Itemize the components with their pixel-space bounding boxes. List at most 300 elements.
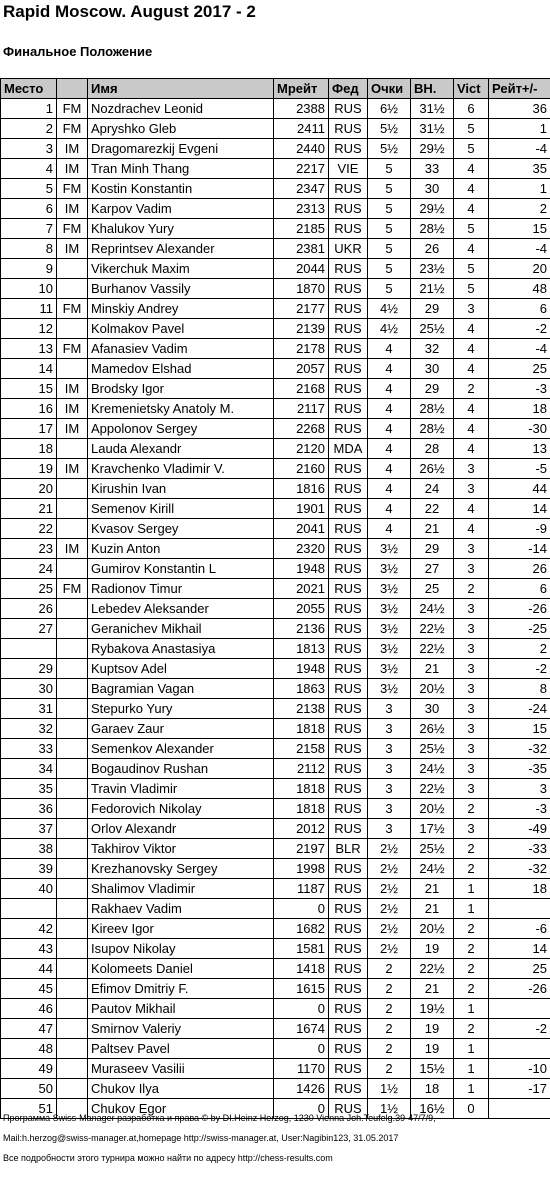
cell-name: Appolonov Sergey xyxy=(88,419,274,439)
cell-place: 35 xyxy=(1,779,57,799)
cell-name: Efimov Dmitriy F. xyxy=(88,979,274,999)
cell-federation: RUS xyxy=(329,1039,368,1059)
cell-name: Kolmakov Pavel xyxy=(88,319,274,339)
cell-place: 9 xyxy=(1,259,57,279)
cell-buchholz: 20½ xyxy=(411,919,454,939)
cell-victories: 3 xyxy=(454,639,489,659)
table-row[interactable] xyxy=(1,999,550,1019)
cell-federation: RUS xyxy=(329,639,368,659)
table-row[interactable] xyxy=(1,659,550,679)
cell-buchholz: 28 xyxy=(411,439,454,459)
cell-title: FM xyxy=(57,219,88,239)
cell-federation: RUS xyxy=(329,379,368,399)
col-header-federation[interactable]: Фед xyxy=(329,79,368,99)
cell-rating: 1615 xyxy=(274,979,329,999)
cell-points: 4 xyxy=(368,459,411,479)
cell-place: 37 xyxy=(1,819,57,839)
cell-place: 1 xyxy=(1,99,57,119)
table-row[interactable] xyxy=(1,279,550,299)
cell-federation: RUS xyxy=(329,279,368,299)
cell-rating-change: 2 xyxy=(489,639,550,659)
cell-title: FM xyxy=(57,179,88,199)
cell-federation: RUS xyxy=(329,619,368,639)
table-row[interactable] xyxy=(1,419,550,439)
cell-rating-change: -6 xyxy=(489,919,550,939)
table-header-row xyxy=(1,79,550,99)
cell-victories: 5 xyxy=(454,219,489,239)
table-row[interactable] xyxy=(1,379,550,399)
cell-name: Brodsky Igor xyxy=(88,379,274,399)
cell-title: IM xyxy=(57,159,88,179)
cell-name: Rybakova Anastasiya xyxy=(88,639,274,659)
table-row[interactable] xyxy=(1,519,550,539)
cell-title xyxy=(57,1039,88,1059)
cell-victories: 0 xyxy=(454,1099,489,1119)
table-row[interactable] xyxy=(1,779,550,799)
cell-rating-change: 8 xyxy=(489,679,550,699)
cell-victories: 3 xyxy=(454,559,489,579)
cell-buchholz: 26½ xyxy=(411,719,454,739)
cell-rating-change: 6 xyxy=(489,299,550,319)
cell-rating-change xyxy=(489,1099,550,1119)
cell-name: Kravchenko Vladimir V. xyxy=(88,459,274,479)
cell-rating: 2320 xyxy=(274,539,329,559)
cell-federation: MDA xyxy=(329,439,368,459)
cell-place: 22 xyxy=(1,519,57,539)
cell-title xyxy=(57,859,88,879)
cell-name: Khalukov Yury xyxy=(88,219,274,239)
cell-rating-change: -35 xyxy=(489,759,550,779)
table-row[interactable] xyxy=(1,799,550,819)
cell-title xyxy=(57,839,88,859)
cell-rating: 1581 xyxy=(274,939,329,959)
cell-rating: 1948 xyxy=(274,559,329,579)
table-row[interactable] xyxy=(1,739,550,759)
cell-victories: 4 xyxy=(454,419,489,439)
cell-title xyxy=(57,799,88,819)
cell-victories: 4 xyxy=(454,399,489,419)
table-row[interactable] xyxy=(1,119,550,139)
cell-victories: 4 xyxy=(454,199,489,219)
cell-rating: 2120 xyxy=(274,439,329,459)
col-header-rating-change[interactable]: Рейт+/- xyxy=(489,79,550,99)
table-row[interactable] xyxy=(1,359,550,379)
cell-place: 43 xyxy=(1,939,57,959)
table-row[interactable] xyxy=(1,819,550,839)
cell-rating-change: 18 xyxy=(489,399,550,419)
cell-place: 7 xyxy=(1,219,57,239)
cell-victories: 3 xyxy=(454,619,489,639)
table-row[interactable] xyxy=(1,459,550,479)
cell-rating-change: 14 xyxy=(489,939,550,959)
cell-name: Garaev Zaur xyxy=(88,719,274,739)
cell-victories: 2 xyxy=(454,979,489,999)
cell-name: Gumirov Konstantin L xyxy=(88,559,274,579)
cell-place: 13 xyxy=(1,339,57,359)
cell-buchholz: 25½ xyxy=(411,319,454,339)
cell-name: Apryshko Gleb xyxy=(88,119,274,139)
cell-federation: RUS xyxy=(329,659,368,679)
cell-title xyxy=(57,819,88,839)
cell-federation: RUS xyxy=(329,919,368,939)
col-header-rating[interactable]: Мрейт xyxy=(274,79,329,99)
cell-federation: RUS xyxy=(329,99,368,119)
cell-place: 20 xyxy=(1,479,57,499)
cell-victories: 4 xyxy=(454,519,489,539)
cell-victories: 3 xyxy=(454,659,489,679)
cell-federation: RUS xyxy=(329,759,368,779)
cell-title xyxy=(57,719,88,739)
cell-rating-change: -30 xyxy=(489,419,550,439)
cell-federation: RUS xyxy=(329,1019,368,1039)
cell-rating: 2117 xyxy=(274,399,329,419)
cell-points: 5 xyxy=(368,259,411,279)
cell-place: 19 xyxy=(1,459,57,479)
cell-points: 5 xyxy=(368,179,411,199)
cell-victories: 4 xyxy=(454,439,489,459)
cell-place: 31 xyxy=(1,699,57,719)
cell-place: 46 xyxy=(1,999,57,1019)
cell-title xyxy=(57,619,88,639)
cell-rating: 1818 xyxy=(274,719,329,739)
cell-federation: UKR xyxy=(329,239,368,259)
table-row[interactable] xyxy=(1,219,550,239)
cell-name: Kremenietsky Anatoly M. xyxy=(88,399,274,419)
cell-place: 4 xyxy=(1,159,57,179)
cell-rating: 2177 xyxy=(274,299,329,319)
footer-details-link[interactable]: Все подробности этого турнира можно найти по адресу http://chess-results.com xyxy=(3,1153,333,1163)
cell-rating: 1426 xyxy=(274,1079,329,1099)
cell-rating: 2197 xyxy=(274,839,329,859)
cell-buchholz: 25½ xyxy=(411,739,454,759)
cell-title: IM xyxy=(57,539,88,559)
cell-title: FM xyxy=(57,119,88,139)
col-header-victories[interactable]: Vict xyxy=(454,79,489,99)
cell-buchholz: 22½ xyxy=(411,639,454,659)
table-row[interactable] xyxy=(1,919,550,939)
table-row[interactable] xyxy=(1,899,550,919)
cell-victories: 2 xyxy=(454,919,489,939)
cell-rating-change: -49 xyxy=(489,819,550,839)
cell-place: 40 xyxy=(1,879,57,899)
cell-buchholz: 28½ xyxy=(411,219,454,239)
cell-buchholz: 28½ xyxy=(411,399,454,419)
cell-federation: RUS xyxy=(329,459,368,479)
table-row[interactable] xyxy=(1,239,550,259)
cell-buchholz: 19 xyxy=(411,939,454,959)
footer-contact[interactable]: Mail:h.herzog@swiss-manager.at,homepage http://swiss-manager.at, User:Nagibin123, 31.05.2017 xyxy=(3,1133,399,1143)
cell-points: 2 xyxy=(368,1019,411,1039)
cell-name: Lauda Alexandr xyxy=(88,439,274,459)
cell-points: 5½ xyxy=(368,139,411,159)
cell-rating: 1187 xyxy=(274,879,329,899)
table-row[interactable] xyxy=(1,499,550,519)
table-row[interactable] xyxy=(1,1079,550,1099)
cell-buchholz: 20½ xyxy=(411,799,454,819)
cell-rating-change: -10 xyxy=(489,1059,550,1079)
cell-rating: 2139 xyxy=(274,319,329,339)
table-row[interactable] xyxy=(1,859,550,879)
cell-buchholz: 16½ xyxy=(411,1099,454,1119)
cell-rating-change: 25 xyxy=(489,959,550,979)
table-row[interactable] xyxy=(1,439,550,459)
cell-rating: 2347 xyxy=(274,179,329,199)
cell-rating: 1418 xyxy=(274,959,329,979)
cell-victories: 5 xyxy=(454,279,489,299)
cell-points: 4 xyxy=(368,379,411,399)
cell-name: Lebedev Aleksander xyxy=(88,599,274,619)
cell-title xyxy=(57,959,88,979)
cell-rating-change: -9 xyxy=(489,519,550,539)
cell-federation: RUS xyxy=(329,539,368,559)
table-row[interactable] xyxy=(1,479,550,499)
table-row[interactable] xyxy=(1,399,550,419)
table-row[interactable] xyxy=(1,199,550,219)
cell-buchholz: 30 xyxy=(411,699,454,719)
cell-rating: 2158 xyxy=(274,739,329,759)
cell-buchholz: 26 xyxy=(411,239,454,259)
cell-victories: 3 xyxy=(454,819,489,839)
cell-place: 12 xyxy=(1,319,57,339)
cell-rating-change: -5 xyxy=(489,459,550,479)
cell-points: 2½ xyxy=(368,839,411,859)
table-row[interactable] xyxy=(1,599,550,619)
cell-rating-change: -25 xyxy=(489,619,550,639)
cell-federation: RUS xyxy=(329,319,368,339)
cell-rating: 2041 xyxy=(274,519,329,539)
cell-points: 3½ xyxy=(368,679,411,699)
cell-points: 3½ xyxy=(368,559,411,579)
cell-rating-change: -24 xyxy=(489,699,550,719)
cell-rating-change: -4 xyxy=(489,339,550,359)
cell-points: 1½ xyxy=(368,1099,411,1119)
cell-rating: 2440 xyxy=(274,139,329,159)
cell-victories: 1 xyxy=(454,899,489,919)
cell-name: Chukov Ilya xyxy=(88,1079,274,1099)
cell-rating: 0 xyxy=(274,999,329,1019)
cell-victories: 3 xyxy=(454,479,489,499)
cell-points: 3½ xyxy=(368,599,411,619)
cell-place: 18 xyxy=(1,439,57,459)
table-row[interactable] xyxy=(1,299,550,319)
cell-rating-change: 18 xyxy=(489,879,550,899)
cell-buchholz: 31½ xyxy=(411,99,454,119)
table-row[interactable] xyxy=(1,559,550,579)
cell-name: Burhanov Vassily xyxy=(88,279,274,299)
cell-place: 23 xyxy=(1,539,57,559)
cell-place: 45 xyxy=(1,979,57,999)
cell-rating-change: -14 xyxy=(489,539,550,559)
footer-copyright: Программа Swiss-Manager разработка и права © by DI.Heinz Herzog, 1230 Vienna Joh.Teufelg.39-47/7/9, xyxy=(3,1113,436,1123)
cell-rating-change: 26 xyxy=(489,559,550,579)
table-row[interactable] xyxy=(1,1059,550,1079)
table-row[interactable] xyxy=(1,99,550,119)
table-row[interactable] xyxy=(1,979,550,999)
cell-victories: 4 xyxy=(454,179,489,199)
cell-federation: RUS xyxy=(329,339,368,359)
cell-name: Radionov Timur xyxy=(88,579,274,599)
col-header-place[interactable]: Место xyxy=(1,79,57,99)
cell-federation: RUS xyxy=(329,779,368,799)
cell-place: 38 xyxy=(1,839,57,859)
cell-points: 3½ xyxy=(368,579,411,599)
cell-rating: 2185 xyxy=(274,219,329,239)
cell-rating-change: 14 xyxy=(489,499,550,519)
cell-points: 3 xyxy=(368,719,411,739)
footer xyxy=(3,1108,436,1168)
cell-points: 5½ xyxy=(368,119,411,139)
cell-rating-change: 44 xyxy=(489,479,550,499)
cell-rating-change: 48 xyxy=(489,279,550,299)
table-row[interactable] xyxy=(1,639,550,659)
cell-name: Kuzin Anton xyxy=(88,539,274,559)
cell-title xyxy=(57,1019,88,1039)
cell-victories: 2 xyxy=(454,839,489,859)
table-row[interactable] xyxy=(1,319,550,339)
cell-place: 39 xyxy=(1,859,57,879)
table-row[interactable] xyxy=(1,619,550,639)
table-row[interactable] xyxy=(1,719,550,739)
cell-points: 3 xyxy=(368,739,411,759)
cell-rating-change: 15 xyxy=(489,219,550,239)
cell-federation: BLR xyxy=(329,839,368,859)
cell-buchholz: 21 xyxy=(411,659,454,679)
cell-points: 4 xyxy=(368,519,411,539)
cell-buchholz: 24½ xyxy=(411,859,454,879)
cell-federation: RUS xyxy=(329,199,368,219)
cell-rating: 2057 xyxy=(274,359,329,379)
cell-place: 42 xyxy=(1,919,57,939)
cell-points: 4 xyxy=(368,479,411,499)
cell-place: 25 xyxy=(1,579,57,599)
table-row[interactable] xyxy=(1,939,550,959)
table-row[interactable] xyxy=(1,339,550,359)
cell-buchholz: 22 xyxy=(411,499,454,519)
cell-name: Tran Minh Thang xyxy=(88,159,274,179)
cell-title xyxy=(57,979,88,999)
cell-place: 11 xyxy=(1,299,57,319)
cell-name: Karpov Vadim xyxy=(88,199,274,219)
cell-rating-change: -3 xyxy=(489,379,550,399)
cell-name: Takhirov Viktor xyxy=(88,839,274,859)
cell-place: 48 xyxy=(1,1039,57,1059)
table-row[interactable] xyxy=(1,539,550,559)
cell-place: 50 xyxy=(1,1079,57,1099)
table-row[interactable] xyxy=(1,179,550,199)
cell-rating-change: 1 xyxy=(489,179,550,199)
table-row[interactable] xyxy=(1,959,550,979)
cell-name: Kolomeets Daniel xyxy=(88,959,274,979)
table-row[interactable] xyxy=(1,759,550,779)
cell-victories: 3 xyxy=(454,779,489,799)
cell-rating: 2021 xyxy=(274,579,329,599)
cell-rating: 2055 xyxy=(274,599,329,619)
cell-federation: RUS xyxy=(329,479,368,499)
cell-points: 4½ xyxy=(368,319,411,339)
cell-name: Semenov Kirill xyxy=(88,499,274,519)
table-row[interactable] xyxy=(1,259,550,279)
cell-rating: 1170 xyxy=(274,1059,329,1079)
cell-victories: 1 xyxy=(454,1079,489,1099)
cell-points: 2½ xyxy=(368,899,411,919)
cell-name: Pautov Mikhail xyxy=(88,999,274,1019)
cell-title xyxy=(57,919,88,939)
cell-rating-change: 15 xyxy=(489,719,550,739)
cell-buchholz: 23½ xyxy=(411,259,454,279)
cell-points: 2 xyxy=(368,1059,411,1079)
cell-victories: 2 xyxy=(454,799,489,819)
cell-federation: RUS xyxy=(329,719,368,739)
cell-buchholz: 21 xyxy=(411,899,454,919)
cell-title xyxy=(57,659,88,679)
cell-rating-change: 25 xyxy=(489,359,550,379)
cell-rating: 1948 xyxy=(274,659,329,679)
cell-name: Rakhaev Vadim xyxy=(88,899,274,919)
cell-title: FM xyxy=(57,299,88,319)
cell-buchholz: 19 xyxy=(411,1019,454,1039)
col-header-buchholz[interactable]: ВН. xyxy=(411,79,454,99)
table-row[interactable] xyxy=(1,879,550,899)
cell-title xyxy=(57,999,88,1019)
cell-federation: RUS xyxy=(329,559,368,579)
cell-victories: 1 xyxy=(454,1059,489,1079)
cell-title xyxy=(57,599,88,619)
cell-place: 51 xyxy=(1,1099,57,1119)
cell-rating-change: -33 xyxy=(489,839,550,859)
cell-place: 14 xyxy=(1,359,57,379)
cell-federation: RUS xyxy=(329,139,368,159)
cell-points: 3½ xyxy=(368,659,411,679)
cell-rating: 2044 xyxy=(274,259,329,279)
col-header-name[interactable]: Имя xyxy=(88,79,274,99)
table-row[interactable] xyxy=(1,699,550,719)
cell-points: 2½ xyxy=(368,879,411,899)
cell-name: Muraseev Vasilii xyxy=(88,1059,274,1079)
cell-title xyxy=(57,319,88,339)
cell-rating: 2012 xyxy=(274,819,329,839)
cell-title xyxy=(57,279,88,299)
standings-table xyxy=(0,78,550,1119)
cell-federation: RUS xyxy=(329,959,368,979)
table-row[interactable] xyxy=(1,1039,550,1059)
cell-name: Kireev Igor xyxy=(88,919,274,939)
table-row[interactable] xyxy=(1,1019,550,1039)
cell-title xyxy=(57,779,88,799)
cell-victories: 3 xyxy=(454,539,489,559)
col-header-title[interactable] xyxy=(57,79,88,99)
cell-buchholz: 29 xyxy=(411,539,454,559)
table-row[interactable] xyxy=(1,839,550,859)
cell-buchholz: 21 xyxy=(411,979,454,999)
cell-points: 3½ xyxy=(368,539,411,559)
cell-title: IM xyxy=(57,399,88,419)
table-row[interactable] xyxy=(1,159,550,179)
cell-federation: RUS xyxy=(329,739,368,759)
cell-name: Krezhanovsky Sergey xyxy=(88,859,274,879)
cell-title xyxy=(57,879,88,899)
cell-title: IM xyxy=(57,239,88,259)
cell-name: Shalimov Vladimir xyxy=(88,879,274,899)
cell-name: Isupov Nikolay xyxy=(88,939,274,959)
table-row[interactable] xyxy=(1,139,550,159)
col-header-points[interactable]: Очки xyxy=(368,79,411,99)
cell-place: 30 xyxy=(1,679,57,699)
table-row[interactable] xyxy=(1,579,550,599)
cell-federation: RUS xyxy=(329,939,368,959)
cell-victories: 1 xyxy=(454,1039,489,1059)
cell-federation: RUS xyxy=(329,179,368,199)
table-row[interactable] xyxy=(1,679,550,699)
